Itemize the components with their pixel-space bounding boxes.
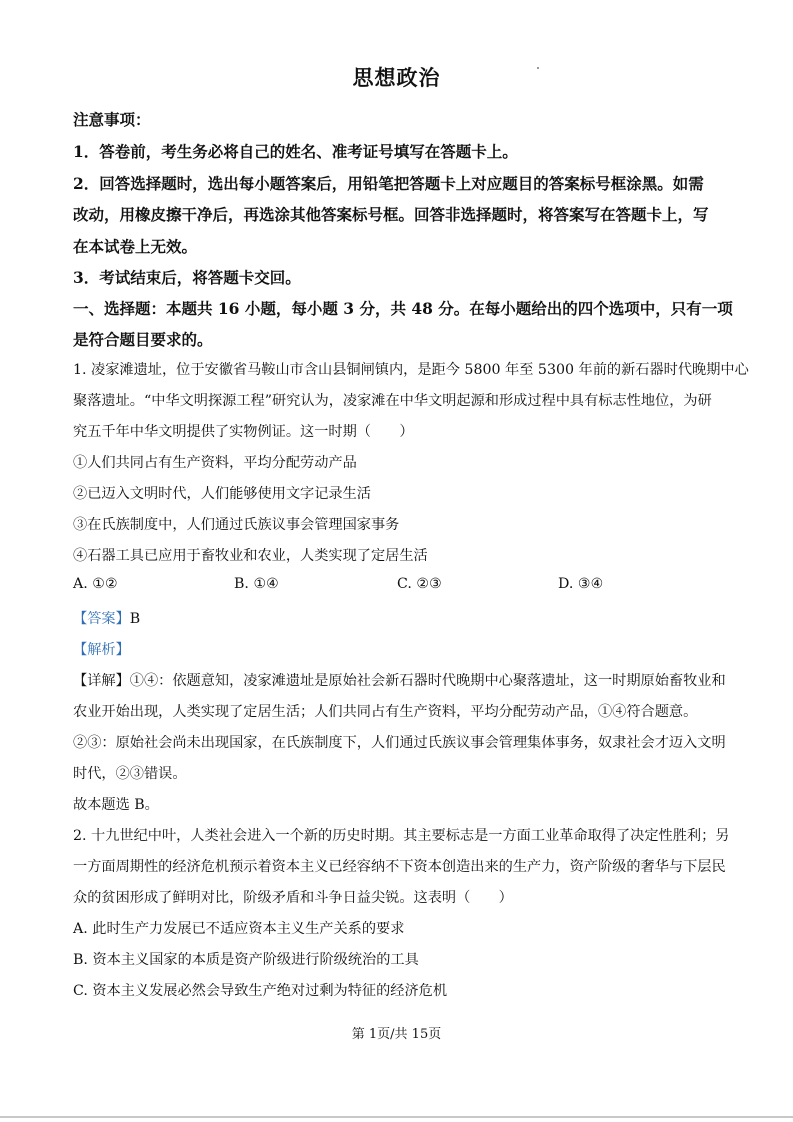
q2-stem-line: 众的贫困形成了鲜明对比，阶级矛盾和斗争日益尖锐。这表明（ ）	[73, 890, 513, 906]
q1-statement: ④石器工具已应用于畜牧业和农业，人类实现了定居生活	[73, 548, 428, 564]
q1-stem-line: 1. 凌家滩遗址，位于安徽省马鞍山市含山县铜闸镇内，是距今 5800 年至 5300 年前的新石器时代晚期中心	[73, 362, 749, 378]
q1-option-b: B. ①④	[234, 576, 279, 592]
q1-option-d: D. ③④	[558, 576, 604, 592]
q1-statement: ③在氏族制度中，人们通过氏族议事会管理国家事务	[73, 517, 400, 533]
q1-statement: ②已迈入文明时代，人们能够使用文字记录生活	[73, 486, 371, 502]
bottom-divider	[0, 1116, 793, 1118]
answer-label: 【答案】	[73, 611, 130, 627]
page-title: 思想政治	[352, 65, 441, 90]
q2-option-c: C. 资本主义发展必然会导致生产绝对过剩为特征的经济危机	[73, 983, 448, 999]
notice-line: 改动，用橡皮擦干净后，再选涂其他答案标号框。回答非选择题时，将答案写在答题卡上，写	[73, 205, 709, 224]
q1-option-a: A. ①②	[73, 576, 118, 592]
answer-value: B	[129, 611, 141, 627]
q1-stem-line: 究五千年中华文明提供了实物例证。这一时期（ ）	[73, 424, 414, 440]
q2-option-a: A. 此时生产力发展已不适应资本主义生产关系的要求	[73, 921, 405, 937]
notice-heading: 注意事项：	[73, 110, 151, 129]
section-heading: 是符合题目要求的。	[73, 330, 213, 349]
notice-line: 在本试卷上无效。	[73, 237, 198, 256]
section-heading: 一、选择题：本题共 16 小题，每小题 3 分，共 48 分。在每小题给出的四个选项中，只有一项	[73, 299, 733, 318]
q1-option-c: C. ②③	[397, 576, 442, 592]
q1-answer	[73, 608, 140, 628]
q1-detail-line: 故本题选 B。	[73, 797, 159, 813]
page-footer: 第 1页/共 15页	[351, 1027, 442, 1042]
q1-detail-line: ②③：原始社会尚未出现国家，在氏族制度下，人们通过氏族议事会管理集体事务，奴隶社会才迈入文明	[73, 735, 726, 751]
q1-detail-line: 农业开始出现，人类实现了定居生活；人们共同占有生产资料，平均分配劳动产品，①④符合题意。	[73, 704, 698, 720]
q2-stem-line: 2. 十九世纪中叶，人类社会进入一个新的历史时期。其主要标志是一方面工业革命取得了决定性胜利；另	[73, 828, 730, 844]
q1-statement: ①人们共同占有生产资料，平均分配劳动产品	[73, 455, 357, 471]
q2-stem-line: 一方面周期性的经济危机预示着资本主义已经容纳不下资本创造出来的生产力，资产阶级的奢华与下层民	[73, 859, 726, 875]
notice-line: 2．回答选择题时，选出每小题答案后，用铅笔把答题卡上对应题目的答案标号框涂黑。如需	[73, 174, 704, 193]
notice-line: 1．答卷前，考生务必将自己的姓名、准考证号填写在答题卡上。	[73, 142, 518, 161]
analysis-label: 【解析】	[73, 642, 130, 658]
notice-line: 3．考试结束后，将答题卡交回。	[73, 268, 301, 287]
q1-detail-line: 时代，②③错误。	[73, 766, 187, 782]
q2-option-b: B. 资本主义国家的本质是资产阶级进行阶级统治的工具	[73, 952, 419, 968]
q1-detail-line: 【详解】①④：依题意知，凌家滩遗址是原始社会新石器时代晚期中心聚落遗址，这一时期原始畜牧业和	[73, 673, 726, 689]
q1-stem-line: 聚落遗址。“中华文明探源工程”研究认为，凌家滩在中华文明起源和形成过程中具有标志性地位，为研	[73, 393, 712, 409]
